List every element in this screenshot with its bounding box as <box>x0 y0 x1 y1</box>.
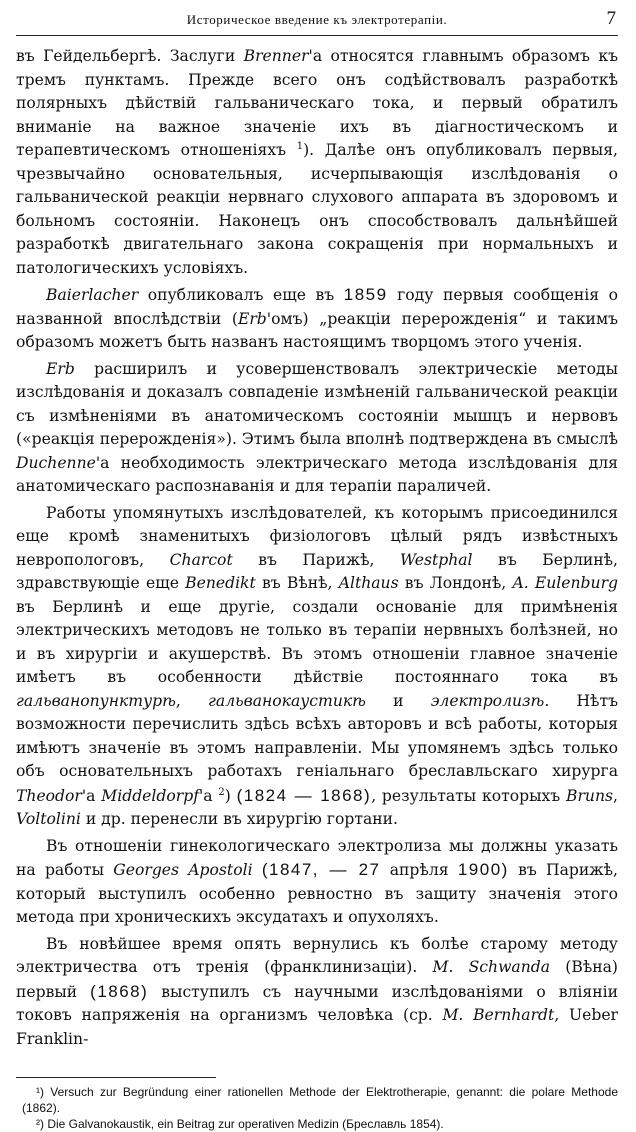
name-benedikt: Benedikt <box>185 574 256 592</box>
text: опубликовалъ еще въ <box>138 286 344 304</box>
text: году первыя сообщенія о названной впослѣдствіи ( <box>16 286 618 328</box>
text: Работы упомянутыхъ изслѣдователей, къ которымъ присоединился еще кромѣ знаменитыхъ физіологовъ цѣлый рядъ извѣстныхъ невропологовъ, <box>16 503 618 569</box>
text: , <box>175 691 209 710</box>
text: въ Парижѣ, который выступилъ особенно ревностно въ защиту значенія этого метода при хроническихъ эксудатахъ и опухоляхъ. <box>16 861 618 926</box>
text: въ Вѣнѣ, <box>255 574 339 592</box>
paragraph-1 <box>16 45 618 280</box>
text: 'а <box>198 786 219 805</box>
name-althaus: Althaus <box>338 574 399 592</box>
text: 'омъ) „реакціи перерожденія“ и такимъ образомъ можетъ быть названъ настоящимъ творцомъ этого ученія. <box>16 309 619 351</box>
page-number: 7 <box>606 8 616 29</box>
running-header <box>16 6 618 36</box>
name-apostoli: Georges Apostoli <box>113 861 253 879</box>
year: 1900) <box>457 860 509 879</box>
name-erb: Erb <box>46 359 75 378</box>
year: (1868) <box>90 981 149 1001</box>
text: ). Далѣе онъ опубликовалъ первыя, чрезвычайно основательныя, исчерпывающія изслѣдованія о гальванической реакціи нервнаго слухового аппарата въ здоровомъ и больномъ состояніи. Наконецъ онъ способствовалъ дальнѣйшей разработкѣ двигательнаго закона сокращенія при нормальныхъ и патологическихъ условіяхъ. <box>16 141 618 277</box>
footnotes <box>16 1084 618 1132</box>
footnote-2: ²) Die Galvanokaustik, ein Beitrag zur operativen Medizin (Бреславль 1854). <box>36 1117 444 1131</box>
text: въ Лондонѣ, <box>398 574 513 592</box>
term-galvanopuncture: гальванопунктурѣ <box>16 691 176 710</box>
paragraph-6 <box>16 933 618 1052</box>
text: 'а относятся главнымъ образомъ къ тремъ пунктамъ. Прежде всего онъ содѣйствовалъ разработкѣ полярныхъ дѣйствій гальваническаго тока, и первый обратилъ вниманіе на важное значеніе ихъ въ діагностическомъ и терапевтическомъ отношеніяхъ <box>16 47 618 159</box>
name-erb: Erb <box>237 309 267 328</box>
dates: (1847, — 27 <box>261 860 381 879</box>
paragraph-3 <box>16 358 618 499</box>
text: Въ новѣйшее время опять вернулись къ болѣе старому методу электричества отъ тренія (франклинизаціи). <box>16 934 618 976</box>
name-bruns: Bruns <box>566 786 614 805</box>
name-bernhardt: M. Bernhardt <box>442 1006 555 1024</box>
text: расширилъ и усовершенствовалъ электрическіе методы изслѣдованія и доказалъ совпаденіе измѣненій гальванической реакціи съ измѣненіями въ анатомическомъ состояніи мышцъ и нервовъ («реакція перерожденія»). Этимъ была вполнѣ подтверждена въ смыслѣ <box>16 359 618 448</box>
term-electrolysis: электролизѣ <box>430 691 545 710</box>
text: , результаты которыхъ <box>371 786 567 805</box>
name-eulenburg: A. Eulenburg <box>512 574 619 592</box>
text: , <box>613 786 618 805</box>
name-duchenne: Duchenne <box>16 453 96 472</box>
text: апрѣля <box>380 861 458 879</box>
name-middeldorpf: Middeldorpf <box>101 786 199 805</box>
paragraph-2 <box>16 283 618 355</box>
text <box>253 861 262 879</box>
text: 'а <box>81 786 102 805</box>
footnote-ref-1: 1 <box>296 140 304 152</box>
text: въ Парижѣ, <box>232 550 400 569</box>
name-voltolini: Voltolini <box>16 810 81 828</box>
footnote-divider <box>16 1077 216 1078</box>
years: (1824 — 1868) <box>236 785 372 805</box>
paragraph-5 <box>16 835 618 930</box>
text: Въ отношеніи гинекологическаго электролиза мы должны указать на работы <box>16 836 618 879</box>
text: 'а необходимость электрическаго метода изслѣдованія для анатомическаго распознаванія и для терапіи параличей. <box>16 453 618 495</box>
text: выступилъ съ научными изслѣдованіями о вліяніи токовъ напряженія на организмъ человѣка (ср. <box>16 982 618 1024</box>
text: въ Гейдельбергѣ. Заслуги <box>16 47 244 65</box>
text: въ Берлинѣ и еще другіе, создали основаніе для примѣненія электрическихъ методовъ не только въ терапіи нервныхъ болѣзней, но и въ хирургіи и акушерствѣ. Въ этомъ отношеніи главное значеніе имѣетъ въ особенности дѣйствіе постояннаго тока въ <box>16 597 618 686</box>
text: и др. перенесли въ хирургію гортани. <box>80 810 399 828</box>
text: и <box>365 691 431 710</box>
body-text <box>16 45 618 1051</box>
paragraph-4 <box>16 502 618 832</box>
footnote-ref-2: 2 <box>218 786 225 798</box>
year: 1859 <box>343 285 388 304</box>
running-title: Историческое введение къ электротерапіи. <box>186 12 448 27</box>
text: въ Берлинѣ, здравствующіе еще <box>16 550 618 592</box>
text: , Ueber Franklin- <box>16 1006 619 1048</box>
name-westphal: Westphal <box>399 550 473 569</box>
name-schwanda: M. Schwanda <box>432 958 551 976</box>
name-charcot: Charcot <box>169 550 233 569</box>
name-baierlacher: Baierlacher <box>46 286 139 304</box>
name-theodor: Theodor <box>16 786 82 805</box>
text: . Нѣтъ возможности перечислить здѣсь всѣхъ авторовъ и всѣ работы, которыя имѣютъ значеніе въ этомъ направленіи. Мы упомянемъ здѣсь только объ основательныхъ работахъ геніальнаго бреславльскаго хирурга <box>16 691 618 780</box>
term-galvanocautery: гальванокаустикѣ <box>208 691 366 710</box>
footnote-1: ¹) Versuch zur Begründung einer rationellen Methode der Elektrotherapie, genannt: die polare Methode (1862). <box>22 1085 618 1115</box>
text: ) <box>224 786 237 805</box>
name-brenner: Brenner <box>243 47 309 65</box>
text: (Вѣна) первый <box>16 958 618 1001</box>
